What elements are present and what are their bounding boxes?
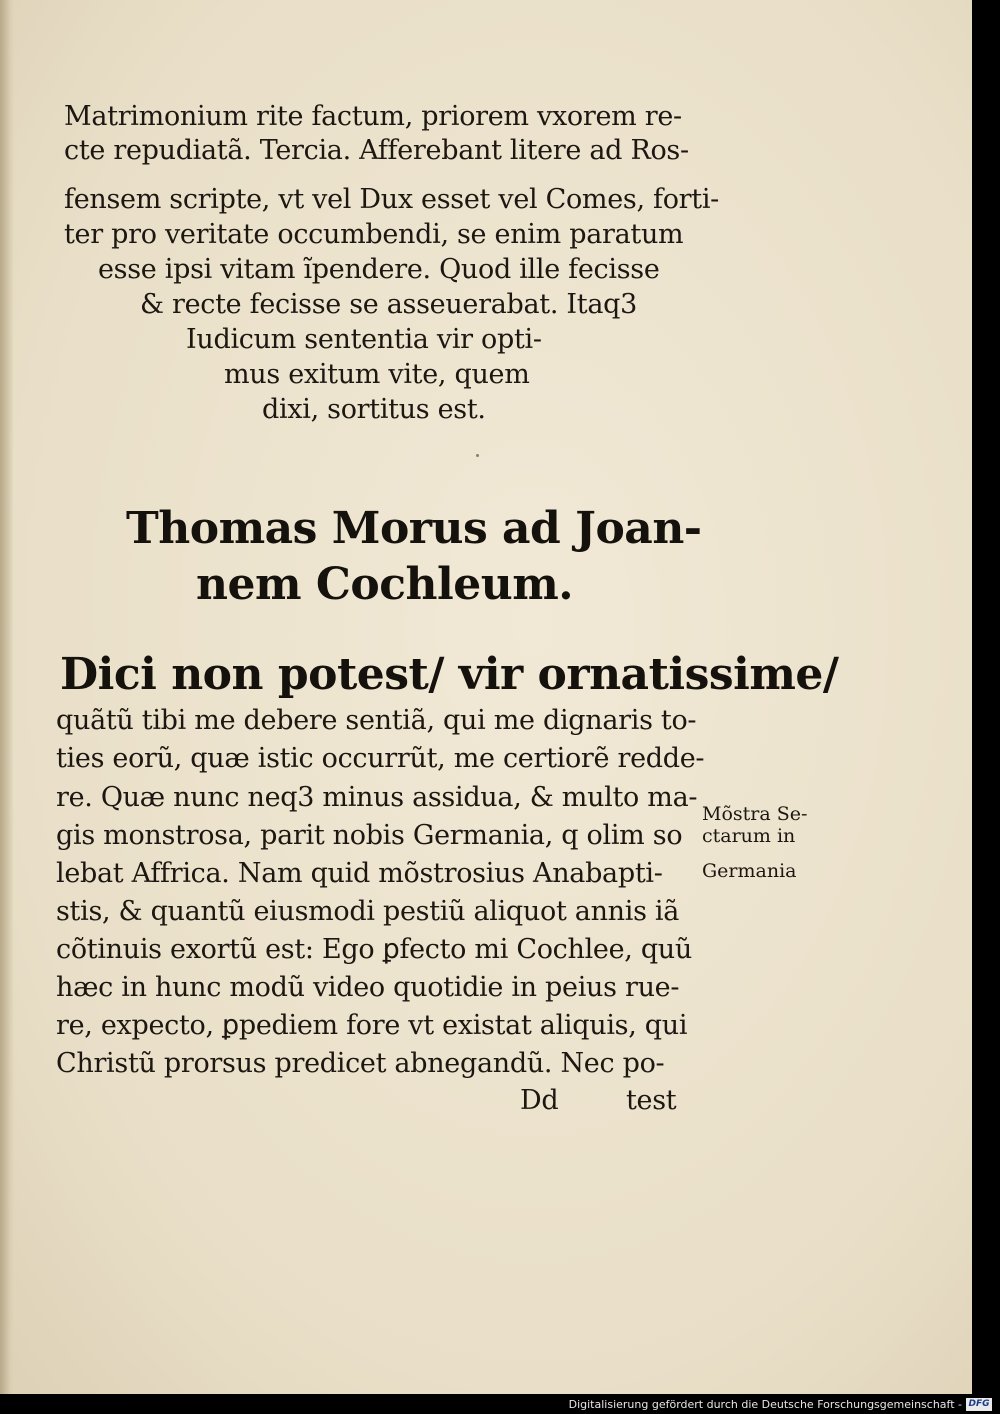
marginal-note: Mõstra Se- [702, 803, 808, 825]
text-line: lebat Affrica. Nam quid mõstrosius Anabapti- [56, 858, 663, 889]
text-line: fensem scripte, vt vel Dux esset vel Comes, forti- [64, 184, 719, 215]
text-line: Christũ prorsus predicet abnegandũ. Nec po- [56, 1048, 665, 1079]
text-line: gis monstrosa, parit nobis Germania, q olim so [56, 820, 683, 851]
text-line: cõtinuis exortũ est: Ego ꝑfecto mi Cochlee, quũ [56, 934, 692, 965]
text-line: mus exitum vite, quem [224, 359, 530, 390]
text-line: ties eorũ, quæ istic occurrũt, me certiorẽ redde- [56, 743, 705, 774]
text-line: Iudicum sententia vir opti- [186, 324, 542, 355]
signature-mark: Dd [520, 1085, 559, 1116]
text-line: & recte fecisse se asseuerabat. Itaq3 [140, 289, 637, 320]
marginal-note: Germania [702, 860, 797, 882]
letter-heading: Thomas Morus ad Joan- [126, 503, 702, 554]
text-line: Matrimonium rite factum, priorem vxorem re- [64, 101, 682, 132]
marginal-note: ctarum in [702, 825, 796, 847]
text-line: ter pro veritate occumbendi, se enim paratum [64, 219, 684, 250]
page-gutter-shadow [0, 0, 14, 1394]
text-line: esse ipsi vitam ĩpendere. Quod ille fecisse [98, 254, 660, 285]
text-line: cte repudiatã. Tercia. Afferebant litere ad Ros- [64, 135, 689, 166]
letter-heading: nem Cochleum. [196, 559, 574, 610]
catchword: test [626, 1085, 677, 1116]
text-line: dixi, sortitus est. [262, 394, 486, 425]
text-line: stis, & quantũ eiusmodi pestiũ aliquot annis iã [56, 896, 680, 927]
text-line: quãtũ tibi me debere sentiã, qui me dignaris to- [56, 705, 697, 736]
dfg-logo: DFG [966, 1398, 992, 1411]
text-line: hæc in hunc modũ video quotidie in peius rue- [56, 972, 680, 1003]
funding-credit: Digitalisierung gefördert durch die Deutsche Forschungsgemeinschaft - [568, 1398, 962, 1411]
text-line: re, expecto, ꝑpediem fore vt existat aliquis, qui [56, 1010, 688, 1041]
letter-opening: Dici non potest/ vir ornatissime/ [60, 649, 839, 700]
ink-speck [476, 454, 479, 457]
text-line: re. Quæ nunc neq3 minus assidua, & multo ma- [56, 782, 698, 813]
